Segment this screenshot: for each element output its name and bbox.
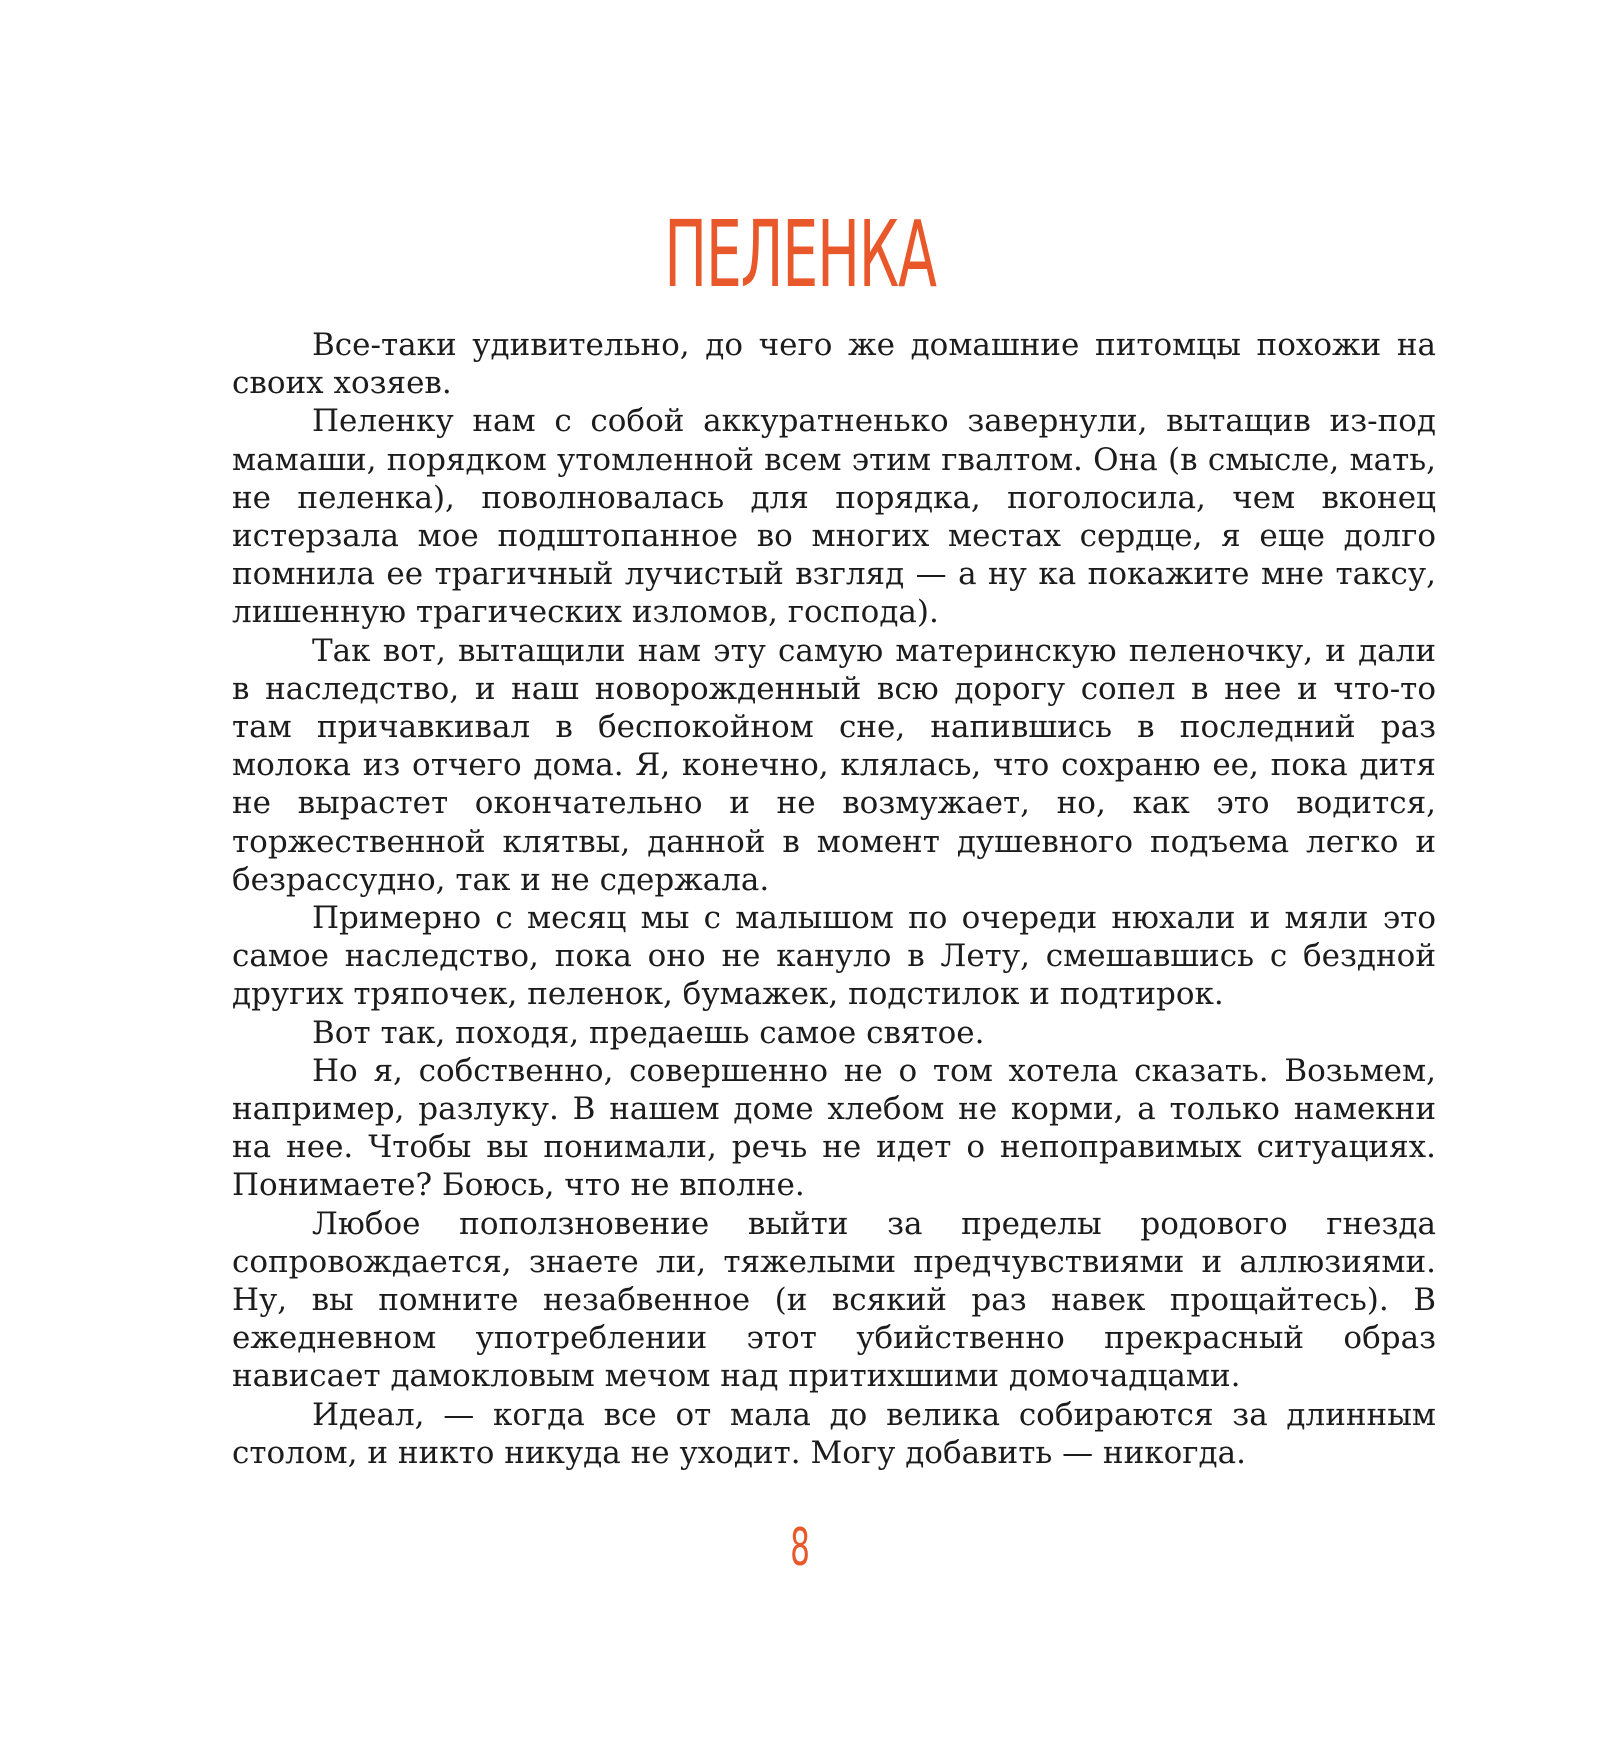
paragraph-2: Пеленку нам с собой аккуратненько завернули, вытащив из-под мамаши, порядком утомленной всем этим гвалтом. Она (в смысле, мать, не пеленка), поволновалась для порядка, поголосила, чем вконец истерзала мое подштопанное во многих местах сердце, я еще долго помнила ее трагичный лучистый взгляд — а ну ка покажите мне таксу, лишенную трагических изломов, господа). [232, 403, 1436, 631]
chapter-title: ПЕЛЕНКА [664, 201, 936, 308]
page-number: 8 [790, 1518, 810, 1578]
paragraph-3: Так вот, вытащили нам эту самую материнскую пеленочку, и дали в наследство, и наш новорожденный всю дорогу сопел в нее и что-то там причавкивал в беспокойном сне, напившись в последний раз молока из отчего дома. Я, конечно, клялась, что сохраню ее, пока дитя не вырастет окончательно и не возмужает, но, как это водится, торжественной клятвы, данной в момент душевного подъема легко и безрассудно, так и не сдержала. [232, 632, 1436, 898]
paragraph-5: Вот так, походя, предаешь самое святое. [312, 1014, 985, 1051]
paragraph-7: Любое поползновение выйти за пределы родового гнезда сопровождается, знаете ли, тяжелыми предчувствиями и аллюзиями. Ну, вы помните незабвенное (и всякий раз навек прощайтесь). В ежедневном употреблении этот убийственно прекрасный образ нависает дамокловым мечом над притихшими домочадцами. [232, 1205, 1436, 1395]
paragraph-1: Все-таки удивительно, до чего же домашние питомцы похожи на своих хозяев. [232, 327, 1436, 402]
paragraph-4: Примерно с месяц мы с малышом по очереди нюхали и мяли это самое наследство, пока оно не кануло в Лету, смешавшись с бездной других тряпочек, пеленок, бумажек, подстилок и подтирок. [232, 900, 1436, 1013]
paragraph-6: Но я, собственно, совершенно не о том хотела сказать. Возьмем, например, разлуку. В нашем доме хлебом не корми, а только намекни на нее. Чтобы вы понимали, речь не идет о непоправимых ситуациях. Понимаете? Боюсь, что не вполне. [232, 1052, 1436, 1204]
chapter-body [232, 326, 1436, 1472]
paragraph-8: Идеал, — когда все от мала до велика собираются за длинным столом, и никто никуда не уходит. Могу добавить — никогда. [232, 1396, 1436, 1471]
